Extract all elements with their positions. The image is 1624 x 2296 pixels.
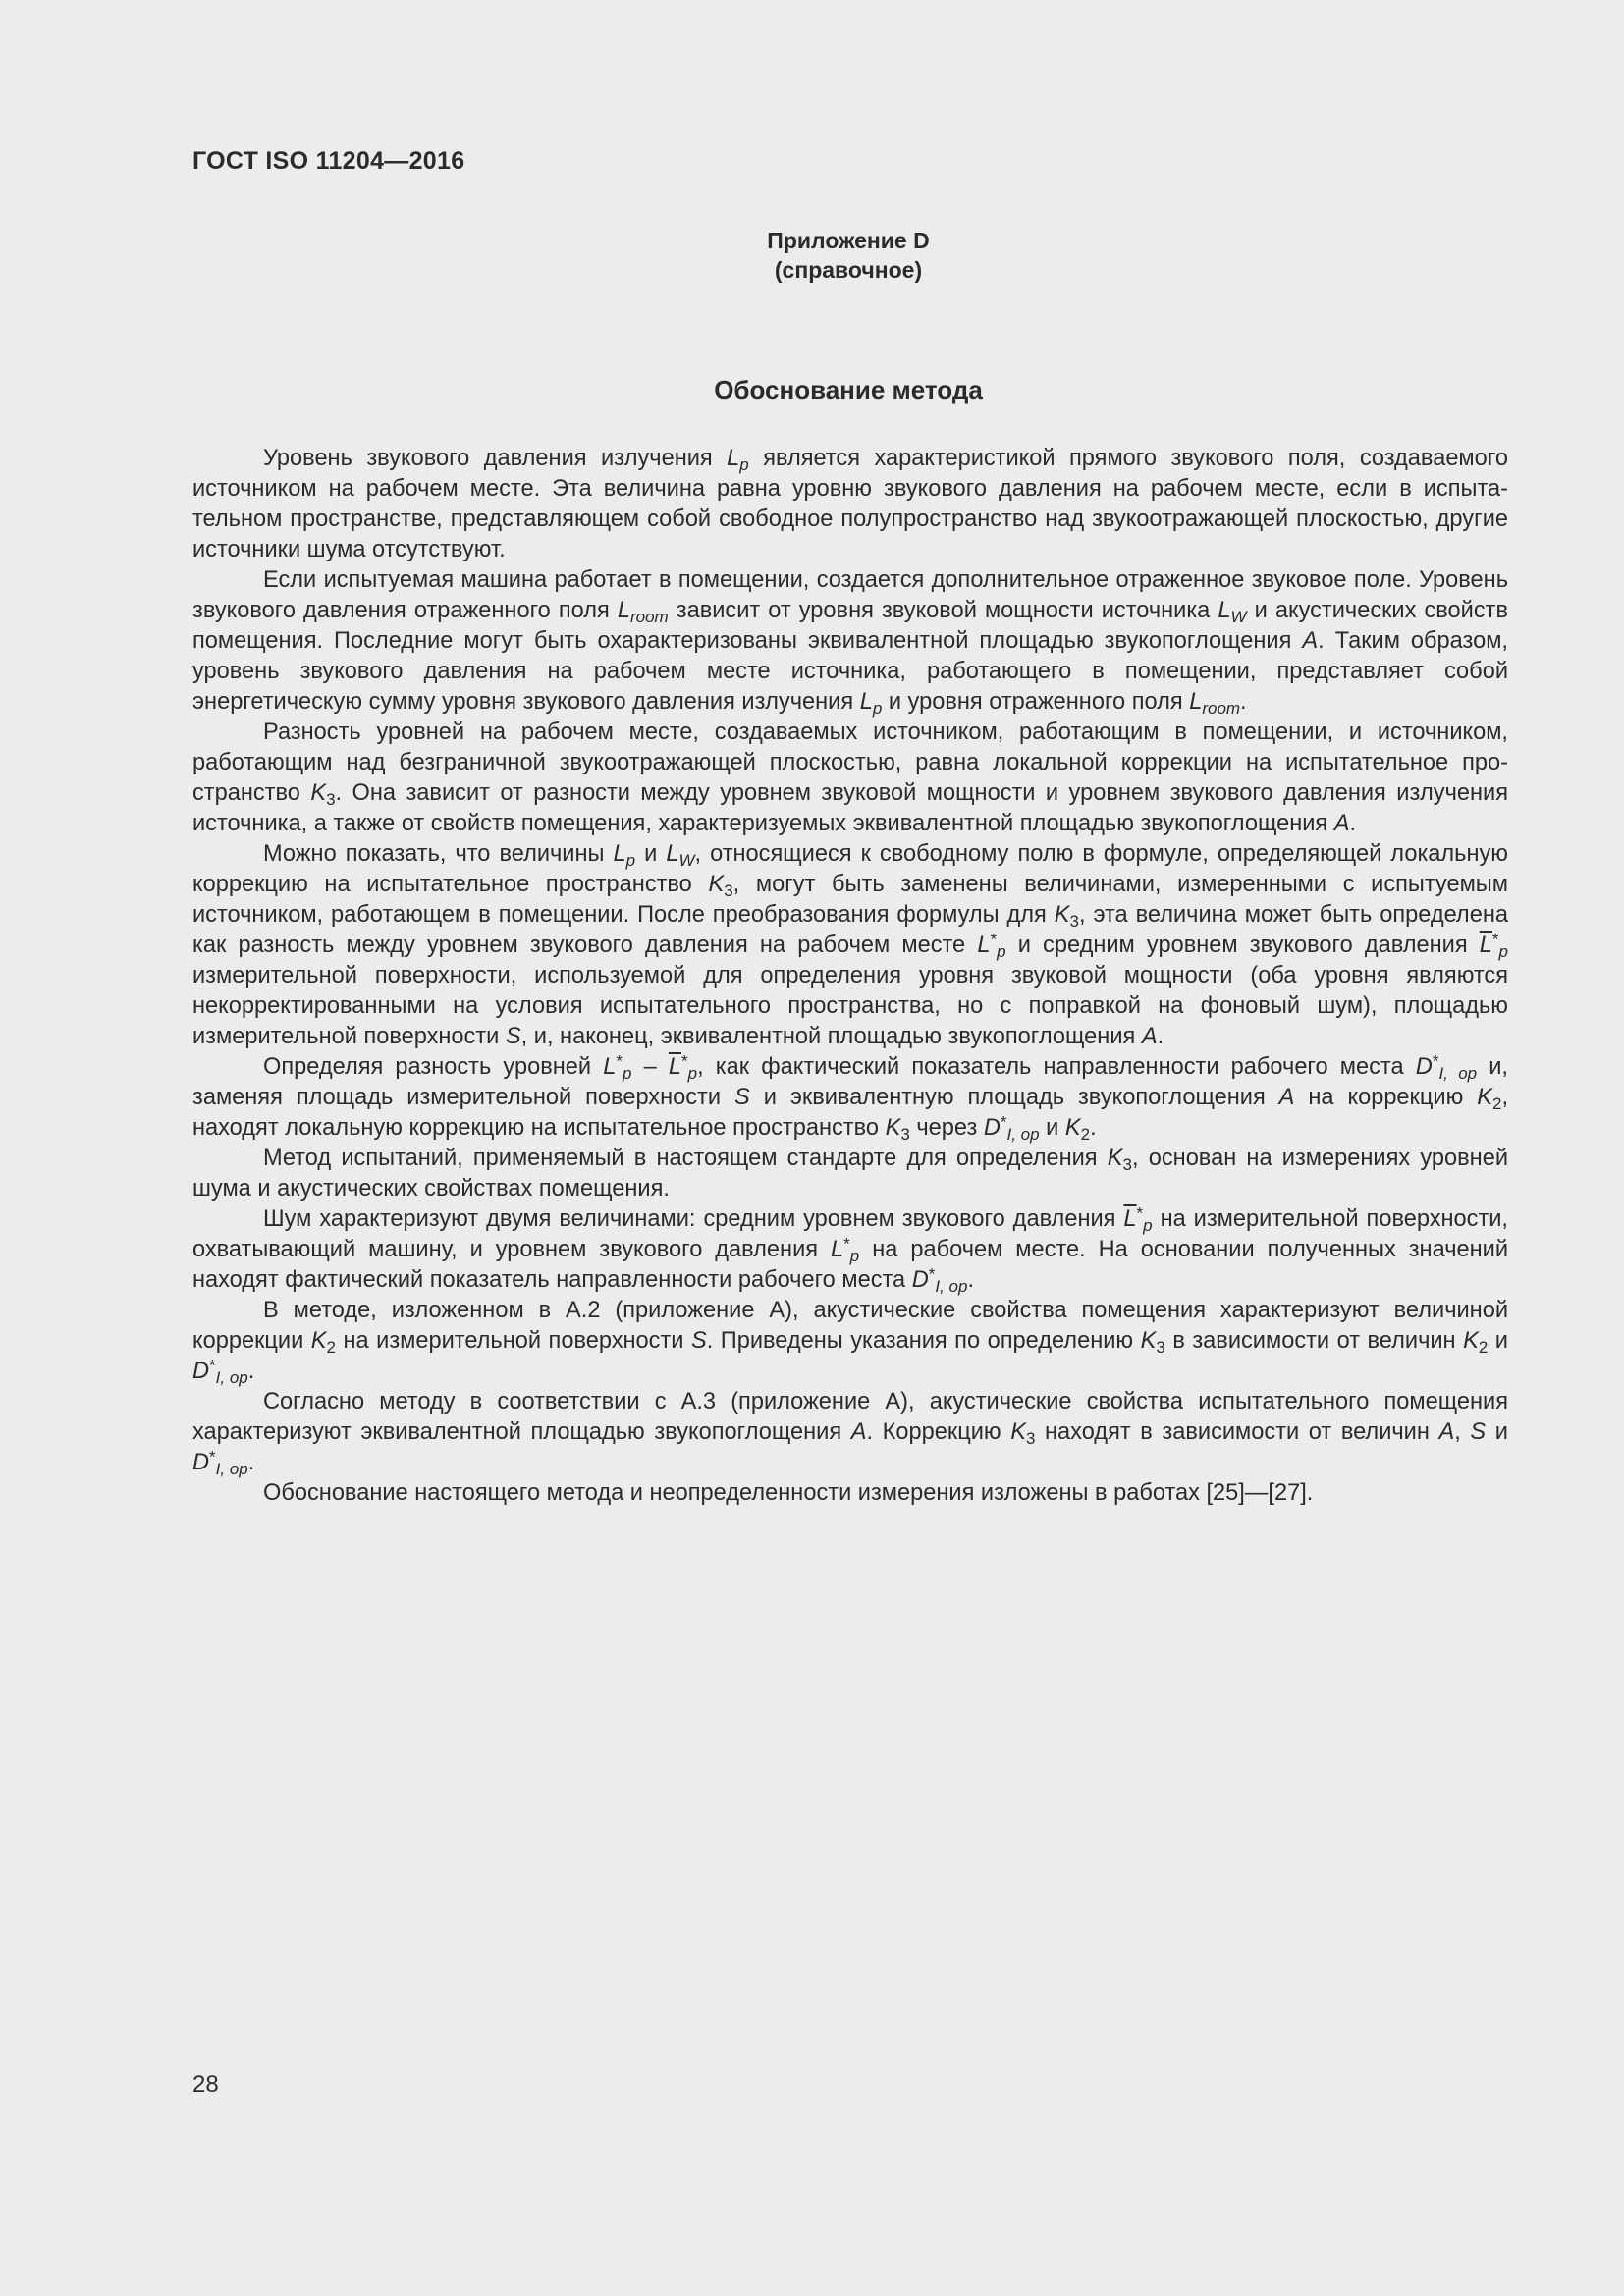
- paragraph: Разность уровней на рабочем месте, создаваемых источником, работающим в помещении, и источником, работающим над безграничной звукоотражающей плоскостью, равна локальной коррекции на испытательное пространство $K_3$. Она зависит от разности между уровнем звуковой мощности и уровнем звукового давления излучения источника, а также от свойств помещения, характеризуемых эквивалентной площадью звукопоглощения A.: [192, 720, 1508, 836]
- paragraph: В методе, изложенном в А.2 (приложение А), акустические свойства помещения характеризуют величиной коррекции $K_2$ на измерительной поверхности S. Приведены указания по определению $K_3$ в зависимости от величин $K_2$ и $D^*_{I, op}$.: [192, 1298, 1508, 1388]
- page-number: 28: [192, 2071, 219, 2098]
- paragraph: Уровень звукового давления излучения $L_p$ является характеристикой прямого звукового поля, создаваемого источником на рабочем месте. Эта величина равна уровню звукового давления на рабочем месте, если в испытательном пространстве, представляющем собой свободное полупространство над звукоотражающей плоскостью, другие источники шума отсутствуют.: [192, 446, 1508, 562]
- section-title: Обоснование метода: [714, 375, 983, 404]
- paragraph: Если испытуемая машина работает в помещении, создается дополнительное отраженное звуковое поле. Уровень звукового давления отраженного поля $L_{room}$ зависит от уровня звуковой мощности источника $L_W$ и акустических свойств помещения. Последние могут быть охарактеризованы эквивалентной площадью звукопоглощения A. Таким образом, уровень звукового давления на рабочем месте источника, работающего в помещении, представляет собой энергетическую сумму уровня звукового давления излучения $L_p$ и уровня отраженного поля $L_{room}$.: [192, 567, 1508, 719]
- appendix-subtitle: (справочное): [774, 257, 923, 283]
- paragraph: Согласно методу в соответствии с А.3 (приложение А), акустические свойства испытательного помещения характеризуют эквивалентной площадью звукопоглощения A. Коррекцию $K_3$ находят в зависимости от величин A, S и $D^*_{I, op}$.: [192, 1389, 1508, 1479]
- paragraph: Определяя разность уровней $L^*_p - \overline{L}^*_p$, как фактический показатель направленности рабочего места $D^*_{I, op}$ и, заменяя площадь измерительной поверхности S и эквивалентную площадь звукопоглощения A на коррекцию $K_2$, находят локальную коррекцию на испытательное пространство $K_3$ через $D^*_{I, op}$ и $K_2$.: [192, 1051, 1508, 1145]
- document-body: [192, 444, 1508, 1509]
- paragraph: Можно показать, что величины $L_p$ и $L_W$, относящиеся к свободному полю в формуле, определяющей локальную коррекцию на испытательное пространство $K_3$, могут быть заменены величинами, измеренными с испытуемым источником, работающем в помещении. После преобразования формулы для $K_3$, эта величина может быть определена как разность между уровнем звукового давления на рабочем месте $L^*_p$ и средним уровнем звукового давления $\overline{L}^*_p$ измерительной поверхности, используемой для определения уровня звуковой мощности (оба уровня являются некорректированными на условия испытательного пространства, но с поправкой на фоновый шум), площадью измерительной поверхности S, и, наконец, эквивалентной площадью звукопоглощения A.: [192, 841, 1508, 1049]
- paragraph: Метод испытаний, применяемый в настоящем стандарте для определения $K_3$, основан на измерениях уровней шума и акустических свойствах помещения.: [192, 1146, 1508, 1201]
- appendix-title: Приложение D: [767, 228, 930, 253]
- document-code: ГОСТ ISO 11204—2016: [192, 147, 465, 175]
- appendix-heading: [0, 226, 1624, 285]
- paragraph: Обоснование настоящего метода и неопределенности измерения изложены в работах [25]—[27].: [263, 1480, 1314, 1506]
- paragraph: Шум характеризуют двумя величинами: средним уровнем звукового давления $\overline{L}^*_p$ на измерительной поверхности, охватывающий машину, и уровнем звукового давления $L^*_p$ на рабочем месте. На основании полученных значений находят фактический показатель направленности рабочего места $D^*_{I, op}$.: [192, 1203, 1508, 1297]
